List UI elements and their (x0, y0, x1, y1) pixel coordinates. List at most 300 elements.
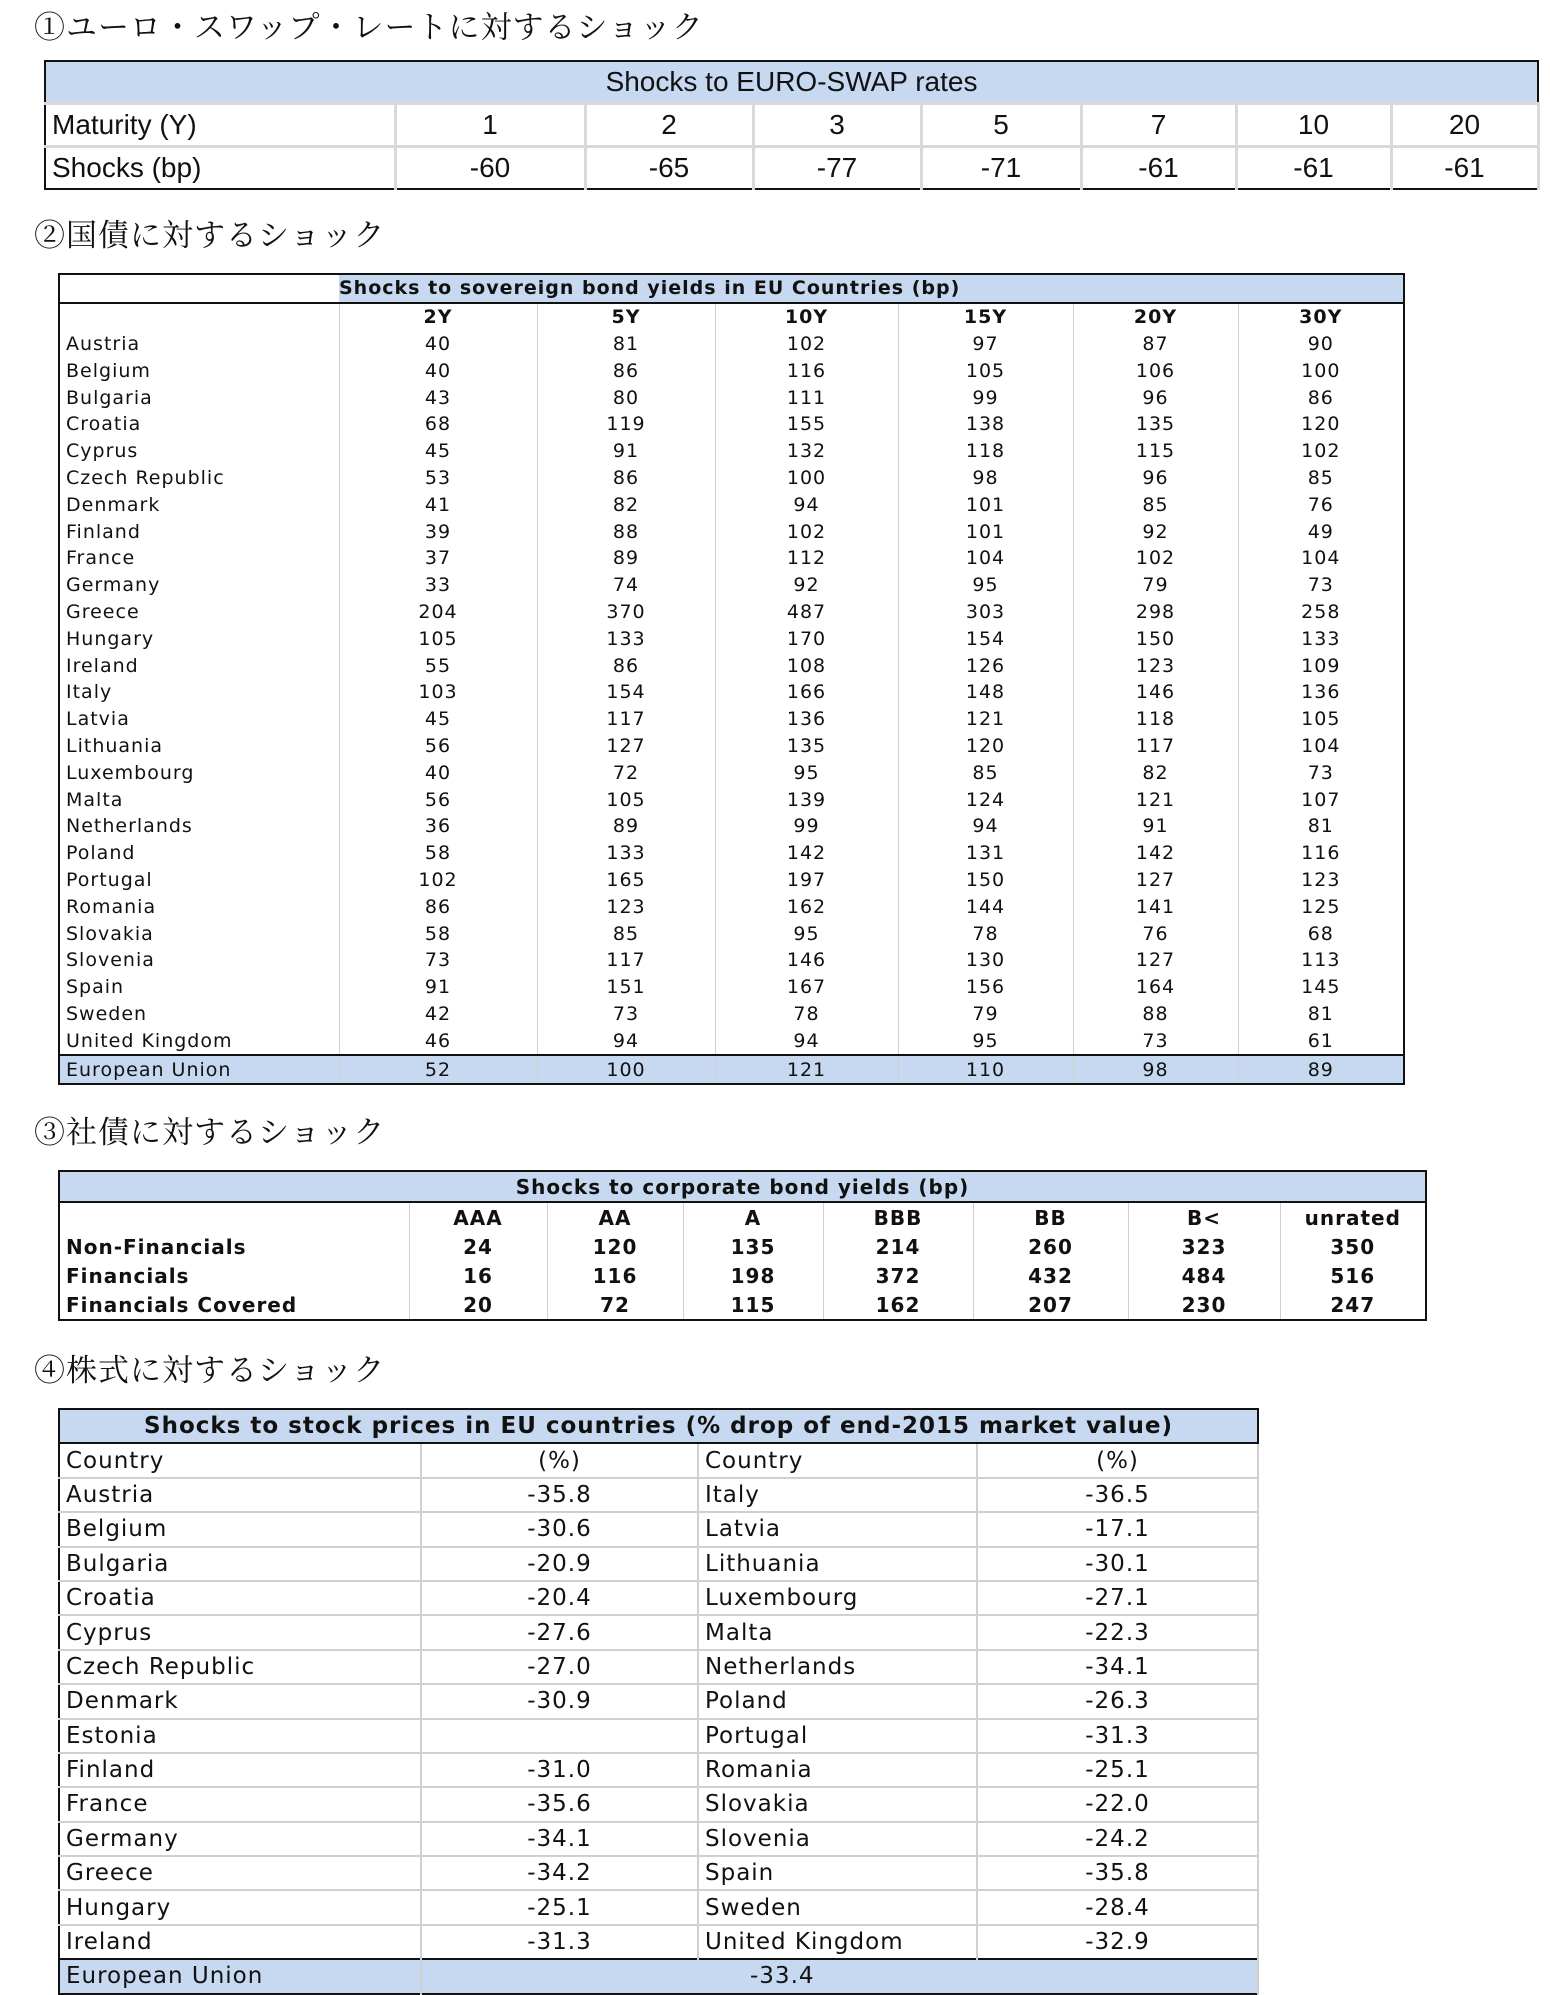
value-cell: 94 (898, 813, 1073, 840)
country-cell: Slovenia (698, 1822, 977, 1856)
value-cell: 95 (898, 1027, 1073, 1055)
table-row (59, 1232, 1426, 1261)
value-cell: 260 (973, 1232, 1128, 1261)
value-cell: 170 (715, 625, 898, 652)
eu-value: -33.4 (421, 1959, 1258, 1993)
value-cell: 91 (339, 974, 537, 1001)
value-cell: 92 (715, 572, 898, 599)
section-heading-stocks: ④株式に対するショック (34, 1353, 386, 1389)
value-cell: 118 (898, 438, 1073, 465)
value-cell: 85 (537, 920, 715, 947)
country-cell: Portugal (59, 867, 339, 894)
value-cell: 102 (1073, 545, 1238, 572)
value-cell: 45 (339, 706, 537, 733)
value-cell: 88 (1073, 1001, 1238, 1028)
table-row (59, 1512, 1258, 1546)
value-cell: -30.6 (421, 1512, 698, 1546)
value-cell: 89 (537, 545, 715, 572)
table-row (59, 1787, 1258, 1821)
value-cell: 87 (1073, 331, 1238, 358)
country-cell: Greece (59, 599, 339, 626)
shock-cell: -77 (753, 147, 921, 190)
column-header: Country (698, 1443, 977, 1477)
value-cell: 117 (537, 947, 715, 974)
value-cell: 167 (715, 974, 898, 1001)
value-cell: -35.8 (421, 1478, 698, 1512)
country-cell: Germany (59, 572, 339, 599)
table-row (59, 331, 1404, 358)
value-cell: 133 (537, 840, 715, 867)
value-cell: 154 (537, 679, 715, 706)
value-cell: 53 (339, 465, 537, 492)
country-cell: Sweden (698, 1890, 977, 1924)
maturity-cell: 5 (921, 104, 1081, 147)
value-cell: 484 (1128, 1261, 1280, 1290)
value-cell: -36.5 (977, 1478, 1258, 1512)
value-cell: 20 (409, 1290, 547, 1320)
value-cell: 109 (1238, 652, 1404, 679)
value-cell: 88 (537, 518, 715, 545)
value-cell: 82 (1073, 759, 1238, 786)
value-cell: -30.9 (421, 1684, 698, 1718)
value-cell: 85 (1238, 465, 1404, 492)
table-row (59, 1615, 1258, 1649)
country-cell: Denmark (59, 491, 339, 518)
value-cell: 162 (823, 1290, 973, 1320)
value-cell: 230 (1128, 1290, 1280, 1320)
value-cell: 148 (898, 679, 1073, 706)
value-cell: 165 (537, 867, 715, 894)
value-cell: 56 (339, 733, 537, 760)
value-cell: 135 (683, 1232, 823, 1261)
value-cell: -34.1 (421, 1822, 698, 1856)
section-heading-corporate: ③社債に対するショック (34, 1115, 386, 1151)
value-cell: 105 (339, 625, 537, 652)
value-cell: 72 (537, 759, 715, 786)
value-cell: 132 (715, 438, 898, 465)
value-cell: 117 (1073, 733, 1238, 760)
country-cell: Romania (698, 1753, 977, 1787)
value-cell: 118 (1073, 706, 1238, 733)
table-row (59, 679, 1404, 706)
table-row (59, 1684, 1258, 1718)
value-cell: 105 (1238, 706, 1404, 733)
value-cell: 154 (898, 625, 1073, 652)
sector-cell: Non-Financials (59, 1232, 409, 1261)
table-row (59, 1925, 1258, 1959)
country-cell: Slovakia (59, 920, 339, 947)
value-cell: 164 (1073, 974, 1238, 1001)
value-cell: 41 (339, 491, 537, 518)
maturity-cell: 3 (753, 104, 921, 147)
value-cell: 79 (898, 1001, 1073, 1028)
value-cell: -27.0 (421, 1650, 698, 1684)
country-cell: Cyprus (59, 1615, 421, 1649)
value-cell: 52 (339, 1055, 537, 1084)
value-cell: 58 (339, 840, 537, 867)
shock-cell: -61 (1236, 147, 1391, 190)
country-cell: Luxembourg (698, 1581, 977, 1615)
value-cell: 102 (339, 867, 537, 894)
table-row (59, 572, 1404, 599)
value-cell: -32.9 (977, 1925, 1258, 1959)
shocks-row-label: Shocks (bp) (45, 147, 395, 190)
country-cell: Netherlands (698, 1650, 977, 1684)
rating-header: unrated (1280, 1202, 1426, 1232)
country-cell: Cyprus (59, 438, 339, 465)
value-cell: -20.4 (421, 1581, 698, 1615)
value-cell: 126 (898, 652, 1073, 679)
table-row (59, 1753, 1258, 1787)
maturity-cell: 10 (1236, 104, 1391, 147)
value-cell: 86 (339, 893, 537, 920)
country-cell: Bulgaria (59, 384, 339, 411)
value-cell: 98 (898, 465, 1073, 492)
value-cell: 56 (339, 786, 537, 813)
country-cell: Estonia (59, 1719, 421, 1753)
country-cell: Croatia (59, 411, 339, 438)
value-cell: 90 (1238, 331, 1404, 358)
value-cell: 127 (537, 733, 715, 760)
value-cell: 73 (537, 1001, 715, 1028)
value-cell: 115 (683, 1290, 823, 1320)
table-row (59, 893, 1404, 920)
rating-header: BB (973, 1202, 1128, 1232)
value-cell: 142 (715, 840, 898, 867)
table-row (59, 1001, 1404, 1028)
euro-swap-table (44, 60, 1540, 190)
country-cell: Spain (698, 1856, 977, 1890)
table-row (59, 1547, 1258, 1581)
value-cell: 97 (898, 331, 1073, 358)
column-header: 30Y (1238, 303, 1404, 331)
country-cell: United Kingdom (59, 1027, 339, 1055)
value-cell: 133 (537, 625, 715, 652)
value-cell: 95 (898, 572, 1073, 599)
table-row (59, 786, 1404, 813)
value-cell: -22.0 (977, 1787, 1258, 1821)
value-cell: 102 (1238, 438, 1404, 465)
table-row (59, 384, 1404, 411)
value-cell: 91 (1073, 813, 1238, 840)
value-cell: 166 (715, 679, 898, 706)
value-cell: 40 (339, 331, 537, 358)
value-cell: 79 (1073, 572, 1238, 599)
value-cell: 323 (1128, 1232, 1280, 1261)
country-cell: Ireland (59, 1925, 421, 1959)
column-header: 2Y (339, 303, 537, 331)
value-cell: 104 (1238, 733, 1404, 760)
rating-header: AA (547, 1202, 683, 1232)
value-cell: 198 (683, 1261, 823, 1290)
country-cell: France (59, 545, 339, 572)
value-cell: 103 (339, 679, 537, 706)
value-cell: 86 (537, 357, 715, 384)
country-cell: Latvia (59, 706, 339, 733)
value-cell: 101 (898, 518, 1073, 545)
country-cell: Bulgaria (59, 1547, 421, 1581)
value-cell: 42 (339, 1001, 537, 1028)
country-cell: United Kingdom (698, 1925, 977, 1959)
value-cell: 131 (898, 840, 1073, 867)
value-cell: 78 (898, 920, 1073, 947)
value-cell: 74 (537, 572, 715, 599)
value-cell: 116 (715, 357, 898, 384)
value-cell: 100 (1238, 357, 1404, 384)
country-cell: Latvia (698, 1512, 977, 1546)
table-row (59, 759, 1404, 786)
value-cell: 121 (1073, 786, 1238, 813)
rating-header: B< (1128, 1202, 1280, 1232)
value-cell: 24 (409, 1232, 547, 1261)
value-cell: -27.1 (977, 1581, 1258, 1615)
value-cell: 516 (1280, 1261, 1426, 1290)
value-cell: 127 (1073, 947, 1238, 974)
column-header: 20Y (1073, 303, 1238, 331)
value-cell: 94 (715, 1027, 898, 1055)
value-cell: 43 (339, 384, 537, 411)
value-cell: 58 (339, 920, 537, 947)
shock-cell: -61 (1391, 147, 1538, 190)
euro-swap-table-title: Shocks to EURO-SWAP rates (45, 61, 1538, 104)
country-cell: Austria (59, 331, 339, 358)
table-row (59, 974, 1404, 1001)
value-cell: 99 (898, 384, 1073, 411)
value-cell: 95 (715, 920, 898, 947)
value-cell: 136 (715, 706, 898, 733)
country-cell: European Union (59, 1055, 339, 1084)
country-cell: Lithuania (59, 733, 339, 760)
value-cell: 145 (1238, 974, 1404, 1001)
value-cell: 95 (715, 759, 898, 786)
value-cell: 146 (1073, 679, 1238, 706)
value-cell: 144 (898, 893, 1073, 920)
country-cell: Italy (59, 679, 339, 706)
value-cell: 86 (1238, 384, 1404, 411)
table-row (59, 1890, 1258, 1924)
country-cell: Lithuania (698, 1547, 977, 1581)
value-cell: 89 (1238, 1055, 1404, 1084)
value-cell: 16 (409, 1261, 547, 1290)
table-row (59, 465, 1404, 492)
maturity-cell: 2 (585, 104, 753, 147)
value-cell: 91 (537, 438, 715, 465)
country-cell: Slovenia (59, 947, 339, 974)
value-cell: 37 (339, 545, 537, 572)
country-cell: Netherlands (59, 813, 339, 840)
value-cell: 36 (339, 813, 537, 840)
value-cell: 214 (823, 1232, 973, 1261)
value-cell: 113 (1238, 947, 1404, 974)
section-heading-sovereign: ②国債に対するショック (34, 218, 386, 254)
value-cell: 138 (898, 411, 1073, 438)
table-row (59, 1478, 1258, 1512)
value-cell: 117 (537, 706, 715, 733)
country-cell: Ireland (59, 652, 339, 679)
table-row (59, 867, 1404, 894)
value-cell: 111 (715, 384, 898, 411)
value-cell: 81 (1238, 813, 1404, 840)
value-cell: 86 (537, 465, 715, 492)
table-row (59, 438, 1404, 465)
value-cell: 102 (715, 331, 898, 358)
country-cell: Malta (59, 786, 339, 813)
country-cell: Hungary (59, 1890, 421, 1924)
value-cell: -28.4 (977, 1890, 1258, 1924)
table-row (59, 518, 1404, 545)
value-cell: -31.0 (421, 1753, 698, 1787)
value-cell: 120 (547, 1232, 683, 1261)
table-row (59, 411, 1404, 438)
value-cell: 133 (1238, 625, 1404, 652)
value-cell: 85 (1073, 491, 1238, 518)
country-cell: Finland (59, 1753, 421, 1787)
table-row (59, 652, 1404, 679)
value-cell: 123 (1073, 652, 1238, 679)
country-cell: Belgium (59, 1512, 421, 1546)
country-cell: Greece (59, 1856, 421, 1890)
value-cell: -25.1 (977, 1753, 1258, 1787)
value-cell: 85 (898, 759, 1073, 786)
value-cell: 127 (1073, 867, 1238, 894)
value-cell: 303 (898, 599, 1073, 626)
maturity-cell: 20 (1391, 104, 1538, 147)
value-cell: -24.2 (977, 1822, 1258, 1856)
country-cell: Germany (59, 1822, 421, 1856)
value-cell: 104 (1238, 545, 1404, 572)
country-cell: Poland (698, 1684, 977, 1718)
country-cell: Malta (698, 1615, 977, 1649)
maturity-cell: 7 (1081, 104, 1236, 147)
value-cell: 130 (898, 947, 1073, 974)
table-row (59, 1055, 1404, 1084)
stock-price-table (58, 1408, 1259, 1995)
value-cell: 258 (1238, 599, 1404, 626)
country-cell: Austria (59, 1478, 421, 1512)
table-row (59, 625, 1404, 652)
value-cell: 55 (339, 652, 537, 679)
value-cell: 155 (715, 411, 898, 438)
value-cell: -22.3 (977, 1615, 1258, 1649)
value-cell: 125 (1238, 893, 1404, 920)
value-cell: 197 (715, 867, 898, 894)
maturity-cell: 1 (395, 104, 585, 147)
country-cell: Slovakia (698, 1787, 977, 1821)
value-cell: 99 (715, 813, 898, 840)
value-cell: 100 (537, 1055, 715, 1084)
country-cell: Czech Republic (59, 465, 339, 492)
value-cell: 136 (1238, 679, 1404, 706)
table-row (59, 920, 1404, 947)
value-cell: 81 (537, 331, 715, 358)
value-cell: 119 (537, 411, 715, 438)
sector-cell: Financials (59, 1261, 409, 1290)
value-cell: 135 (715, 733, 898, 760)
country-cell: Croatia (59, 1581, 421, 1615)
table-row (59, 1290, 1426, 1320)
country-cell: Czech Republic (59, 1650, 421, 1684)
value-cell: 96 (1073, 384, 1238, 411)
value-cell: 150 (1073, 625, 1238, 652)
value-cell: 80 (537, 384, 715, 411)
table-row (59, 1856, 1258, 1890)
value-cell: 116 (1238, 840, 1404, 867)
value-cell: 96 (1073, 465, 1238, 492)
rating-header: BBB (823, 1202, 973, 1232)
value-cell: 370 (537, 599, 715, 626)
sector-cell: Financials Covered (59, 1290, 409, 1320)
country-cell: Spain (59, 974, 339, 1001)
value-cell: 487 (715, 599, 898, 626)
table-row (59, 1027, 1404, 1055)
corporate-table-title: Shocks to corporate bond yields (bp) (59, 1171, 1426, 1202)
value-cell: -34.1 (977, 1650, 1258, 1684)
value-cell: 116 (547, 1261, 683, 1290)
value-cell: 94 (537, 1027, 715, 1055)
value-cell: 94 (715, 491, 898, 518)
value-cell: 108 (715, 652, 898, 679)
value-cell: 61 (1238, 1027, 1404, 1055)
value-cell: 123 (1238, 867, 1404, 894)
stock-table-title: Shocks to stock prices in EU countries (% drop of end-2015 market value) (59, 1409, 1258, 1443)
table-row (59, 491, 1404, 518)
value-cell: 120 (1238, 411, 1404, 438)
value-cell: 121 (715, 1055, 898, 1084)
value-cell: 102 (715, 518, 898, 545)
country-cell: Hungary (59, 625, 339, 652)
value-cell: 350 (1280, 1232, 1426, 1261)
value-cell: 33 (339, 572, 537, 599)
value-cell: -35.8 (977, 1856, 1258, 1890)
country-cell: Italy (698, 1478, 977, 1512)
table-row (59, 1650, 1258, 1684)
country-cell: Denmark (59, 1684, 421, 1718)
value-cell: 73 (1073, 1027, 1238, 1055)
value-cell: 146 (715, 947, 898, 974)
value-cell: 120 (898, 733, 1073, 760)
eu-label: European Union (59, 1959, 421, 1993)
value-cell: 68 (339, 411, 537, 438)
rating-header: AAA (409, 1202, 547, 1232)
value-cell: 123 (537, 893, 715, 920)
value-cell: 156 (898, 974, 1073, 1001)
column-header: 15Y (898, 303, 1073, 331)
value-cell: -35.6 (421, 1787, 698, 1821)
value-cell: 162 (715, 893, 898, 920)
table-row (59, 1719, 1258, 1753)
country-cell: Portugal (698, 1719, 977, 1753)
value-cell: 49 (1238, 518, 1404, 545)
value-cell: 72 (547, 1290, 683, 1320)
value-cell: 101 (898, 491, 1073, 518)
table-row (59, 813, 1404, 840)
value-cell: 76 (1238, 491, 1404, 518)
table-row (59, 706, 1404, 733)
value-cell: 135 (1073, 411, 1238, 438)
value-cell: 82 (537, 491, 715, 518)
country-cell: Sweden (59, 1001, 339, 1028)
value-cell: 124 (898, 786, 1073, 813)
table-row (59, 357, 1404, 384)
value-cell: 141 (1073, 893, 1238, 920)
column-header: (%) (421, 1443, 698, 1477)
value-cell: 89 (537, 813, 715, 840)
value-cell: 151 (537, 974, 715, 1001)
value-cell: -31.3 (977, 1719, 1258, 1753)
value-cell: 298 (1073, 599, 1238, 626)
table-row (59, 840, 1404, 867)
value-cell: 107 (1238, 786, 1404, 813)
